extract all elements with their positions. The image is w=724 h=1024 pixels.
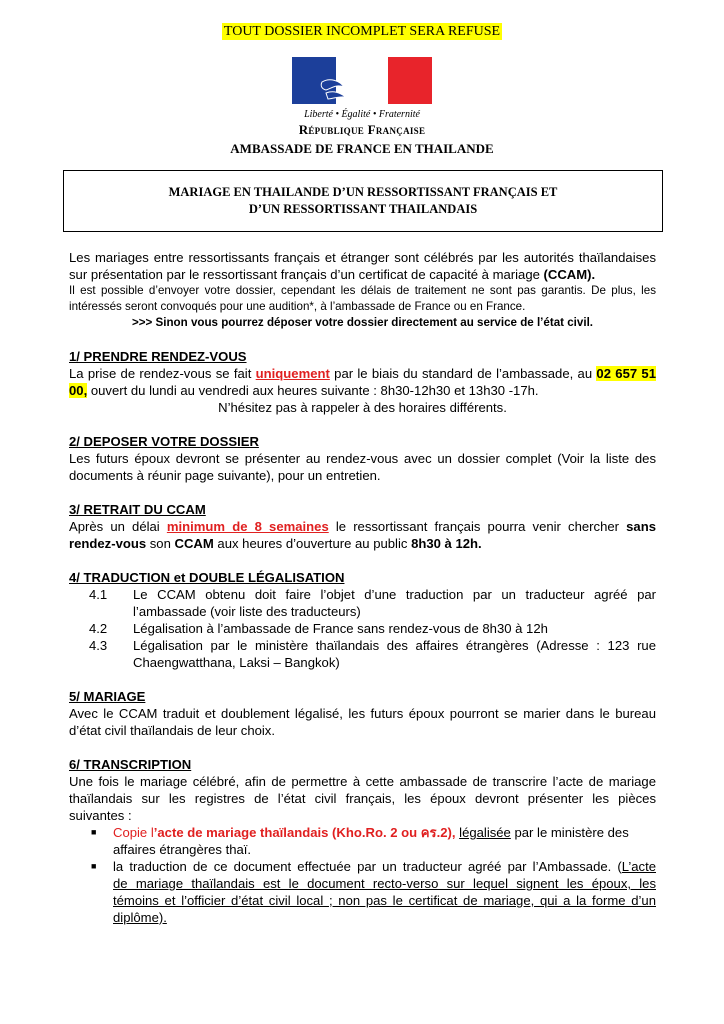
document-title-line1: MARIAGE EN THAILANDE D’UN RESSORTISSANT FRANÇAIS ET: [168, 185, 558, 199]
section4-heading: 4/ TRADUCTION et DOUBLE LÉGALISATION: [69, 570, 345, 585]
step-number: 4.2: [89, 621, 108, 636]
section5-heading: 5/ MARIAGE: [69, 689, 146, 704]
note-underlined-start: L’acte: [621, 859, 656, 874]
document-title-line2: D’UN RESSORTISSANT THAILANDAIS: [248, 202, 478, 216]
document-item-text: [113, 858, 656, 926]
section3-text-c: son: [146, 536, 175, 551]
section3-text-a: Après un délai: [69, 519, 167, 534]
delay-emphasis: minimum de 8 semaines: [166, 519, 329, 534]
document-title-box: [63, 170, 663, 232]
step-text-line2: Chaengwatthana, Laksi – Bangkok): [133, 655, 340, 670]
section6-line3: suivantes :: [69, 808, 132, 823]
opening-hours-text: ouvert du lundi au vendredi aux heures suivante : 8h30-12h30 et 13h30 -17h.: [87, 383, 539, 398]
section1-line3: N’hésitez pas à rappeler à des horaires différents.: [218, 400, 507, 415]
section6-line1: Une fois le mariage célébré, afin de permettre à cette ambassade de transcrire l’acte de mariage: [69, 774, 656, 789]
list-item: [69, 620, 656, 637]
section2-line1: Les futurs époux devront se présenter au rendez-vous avec un dossier complet (Voir la liste des: [69, 451, 656, 466]
step-text-line1: Légalisation par le ministère thaïlandais des affaires étrangères (Adresse : 123 rue: [133, 638, 656, 653]
section6-line2: thaïlandais sur les registres de l’état civil français, les époux devront présenter les pièces: [69, 791, 656, 806]
sans-bold: sans: [626, 519, 656, 534]
step-text-line1: Légalisation à l’ambassade de France sans rendez-vous de 8h30 à 12h: [133, 621, 548, 636]
embassy-name: AMBASSADE DE FRANCE EN THAILANDE: [230, 141, 494, 156]
note-underlined-line2: de mariage thaïlandais est le document recto-verso sur lequel signent les époux, les: [113, 876, 656, 891]
ministry-text: par le ministère des: [510, 825, 629, 840]
thai-marriage-act-label: ’acte de mariage thaïlandais (Kho.Ro. 2 ou คร.2): [153, 825, 452, 840]
section1-heading: 1/ PRENDRE RENDEZ-VOUS: [69, 349, 247, 364]
ccam-abbrev: (CCAM).: [543, 267, 596, 282]
section3-text-b: le ressortissant français pourra venir chercher: [328, 519, 627, 534]
section3-line2: [69, 535, 656, 552]
list-item: [69, 858, 656, 926]
hours-bold: 8h30 à 12h.: [411, 536, 482, 551]
uniquement-emphasis: uniquement: [255, 366, 330, 381]
legalised-underlined: légalisée: [459, 825, 511, 840]
document-body: [69, 249, 656, 926]
marianne-logo: [292, 57, 432, 104]
step-text-line2: l’ambassade (voir liste des traducteurs): [133, 604, 361, 619]
section1-text-a: La prise de rendez-vous se fait: [69, 366, 256, 381]
ccam-bold: CCAM: [174, 536, 214, 551]
list-item: [69, 586, 656, 620]
section6-heading: 6/ TRANSCRIPTION: [69, 757, 192, 772]
translation-line1: [113, 858, 656, 875]
step-number: 4.3: [89, 638, 108, 653]
intro-line1: Les mariages entre ressortissants français et étranger sont célébrés par les autorités thaïlandaises: [69, 250, 656, 265]
section1-text-b: par le biais du standard de l’ambassade, au: [329, 366, 597, 381]
logo-motto: Liberté • Égalité • Fraternité: [304, 109, 420, 120]
step-text: [133, 620, 656, 637]
incomplete-warning-banner: [0, 24, 724, 40]
bullet-icon: ■: [91, 827, 97, 837]
intro-alternative: >>> Sinon vous pourrez déposer votre dossier directement au service de l’état civil.: [131, 316, 594, 329]
intro-note-line2: intéressés seront convoqués pour une audition*, à l’ambassade de France ou en France.: [69, 300, 526, 313]
section5-line1: Avec le CCAM traduit et doublement légalisé, les futurs époux pourront se marier dans le bureau: [69, 706, 656, 721]
note-underlined-line3: témoins et l’officier d’état civil local ; non pas le certificat de mariage, qui a la forme d’un: [113, 893, 656, 908]
incomplete-warning-text: TOUT DOSSIER INCOMPLET SERA REFUSE: [223, 24, 501, 39]
comma: ,: [451, 825, 456, 840]
step-text: [133, 637, 656, 671]
bullet-icon: ■: [91, 861, 97, 871]
step-text: [133, 586, 656, 620]
step-number: 4.1: [89, 587, 108, 602]
note-underlined-line4: diplôme).: [113, 910, 167, 925]
section1-line2: [69, 382, 656, 399]
copy-label: Copie l: [113, 825, 154, 840]
section3-line1: [69, 518, 656, 535]
document-item-line2: affaires étrangères thaï.: [113, 842, 252, 857]
legalisation-steps: [69, 586, 656, 671]
required-documents-list: [69, 824, 656, 926]
intro-note-line1: Il est possible d’envoyer votre dossier, cependant les délais de traitement ne sont pas garantis. De plus, les: [69, 284, 656, 297]
rendez-vous-bold: rendez-vous: [69, 536, 147, 551]
section2-heading: 2/ DEPOSER VOTRE DOSSIER: [69, 434, 259, 449]
list-item: [69, 824, 656, 858]
document-item-text: [113, 824, 656, 858]
intro-line2-text: sur présentation par le ressortissant français d’un certificat de capacité à mariage: [69, 267, 544, 282]
section1-line1: [69, 365, 656, 382]
section2-line2: documents à réunir page suivante), pour un entretien.: [69, 468, 381, 483]
republic-name: République Française: [298, 122, 426, 137]
section3-text-d: aux heures d’ouverture au public: [213, 536, 412, 551]
phone-number-part2: 00,: [69, 383, 88, 398]
step-text-line1: Le CCAM obtenu doit faire l’objet d’une traduction par un traducteur agréé par: [133, 587, 656, 602]
logo-red-band: [388, 57, 432, 104]
section5-line2: d’état civil thaïlandais de leur choix.: [69, 723, 275, 738]
translation-text: la traduction de ce document effectuée par un traducteur agréé par l’Ambassade. (: [113, 859, 622, 874]
phone-number-part1: 02 657 51: [596, 366, 656, 381]
list-item: [69, 637, 656, 671]
document-item-line1: [113, 824, 656, 841]
section3-heading: 3/ RETRAIT DU CCAM: [69, 502, 206, 517]
intro-line2: [69, 266, 656, 283]
